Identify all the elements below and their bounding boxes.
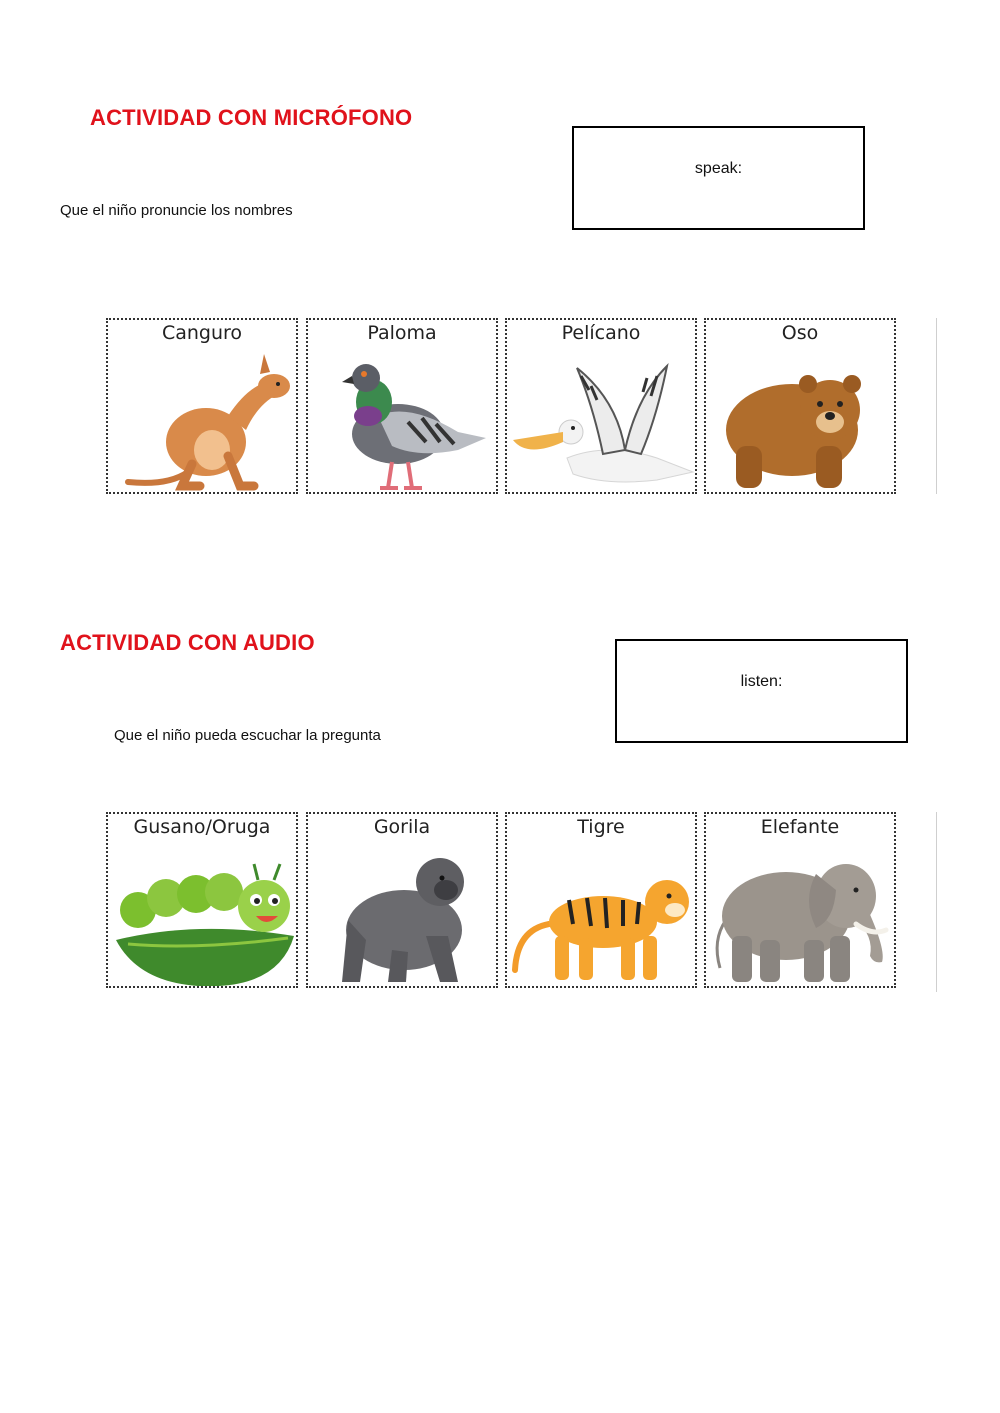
bear-icon bbox=[706, 346, 896, 494]
speak-answer-box[interactable] bbox=[572, 126, 865, 230]
gorilla-icon bbox=[308, 840, 498, 988]
card-pelicano bbox=[505, 318, 697, 494]
listen-instruction: Que el niño pueda escuchar la pregunta bbox=[114, 727, 381, 744]
elephant-icon bbox=[706, 840, 896, 988]
card-gusano-oruga bbox=[106, 812, 298, 988]
tiger-icon bbox=[507, 840, 697, 988]
caterpillar-icon bbox=[108, 840, 298, 988]
listen-section-heading: ACTIVIDAD CON AUDIO bbox=[60, 630, 315, 655]
card-canguro bbox=[106, 318, 298, 494]
card-oso bbox=[704, 318, 896, 494]
listen-box-label: listen: bbox=[740, 673, 783, 690]
listen-answer-box[interactable] bbox=[615, 639, 908, 743]
card-label: Paloma bbox=[367, 322, 437, 344]
speak-instruction: Que el niño pronuncie los nombres bbox=[60, 202, 293, 219]
card-elefante bbox=[704, 812, 896, 988]
card-label: Tigre bbox=[577, 816, 625, 838]
card-paloma bbox=[306, 318, 498, 494]
card-label: Oso bbox=[781, 322, 819, 344]
speak-box-label: speak: bbox=[694, 160, 743, 177]
card-label: Gorila bbox=[373, 816, 431, 838]
kangaroo-icon bbox=[108, 346, 298, 494]
pelican-icon bbox=[507, 346, 697, 494]
card-gorila bbox=[306, 812, 498, 988]
page-edge-line bbox=[936, 318, 937, 494]
card-label: Gusano/Oruga bbox=[133, 816, 271, 838]
page-edge-line bbox=[936, 812, 937, 992]
card-label: Pelícano bbox=[561, 322, 641, 344]
speak-section-heading: ACTIVIDAD CON MICRÓFONO bbox=[90, 105, 413, 130]
card-tigre bbox=[505, 812, 697, 988]
card-label: Canguro bbox=[161, 322, 243, 344]
card-label: Elefante bbox=[760, 816, 840, 838]
pigeon-icon bbox=[308, 346, 498, 494]
